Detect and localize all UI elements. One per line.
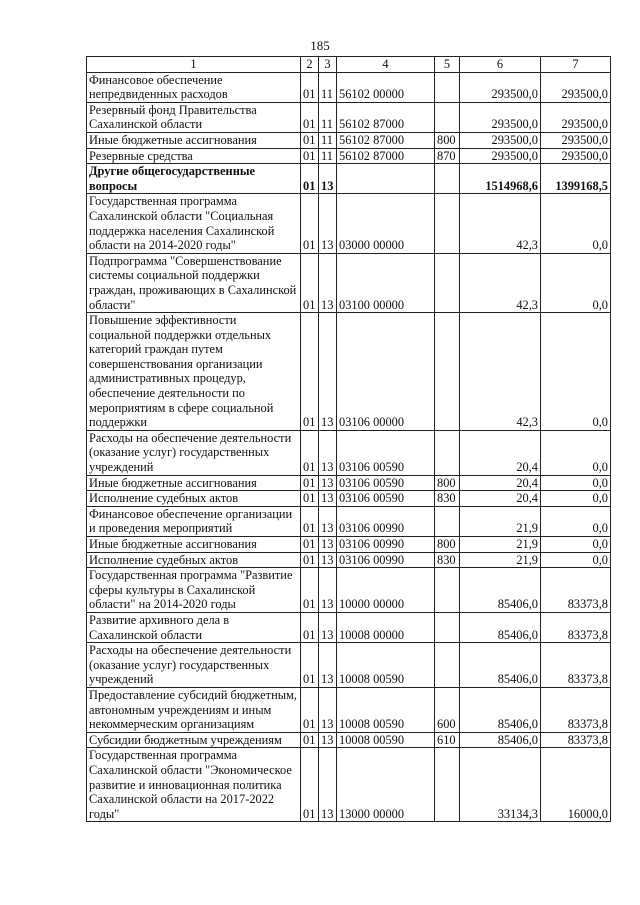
subsection-code-cell: 13: [319, 430, 337, 475]
amount-year-2-cell: 0,0: [541, 475, 611, 491]
section-code-cell: 01: [301, 148, 319, 164]
table-row: [87, 748, 611, 822]
amount-year-1-cell: 85406,0: [460, 732, 541, 748]
amount-year-2-cell: 83373,8: [541, 643, 611, 688]
row-name-cell: Государственная программа Сахалинской области "Экономическое развитие и инновационная политика Сахалинской области на 2017-2022 годы": [87, 748, 301, 822]
table-row: [87, 164, 611, 194]
row-name-cell: Повышение эффективности социальной поддержки отдельных категорий граждан путем совершенствования организации административных процедур, обеспечение деятельности по мероприятиям в сфере социальной поддержки: [87, 313, 301, 431]
amount-year-2-cell: 293500,0: [541, 72, 611, 102]
section-code-cell: 01: [301, 194, 319, 253]
table-row: [87, 72, 611, 102]
expense-type-cell: 830: [435, 491, 460, 507]
column-header: 3: [319, 57, 337, 73]
expense-type-cell: [435, 194, 460, 253]
amount-year-2-cell: 293500,0: [541, 132, 611, 148]
expense-type-cell: 830: [435, 552, 460, 568]
section-code-cell: 01: [301, 430, 319, 475]
table-row: [87, 194, 611, 253]
section-code-cell: 01: [301, 643, 319, 688]
target-article-cell: 56102 87000: [337, 148, 435, 164]
amount-year-1-cell: 85406,0: [460, 612, 541, 642]
target-article-cell: 10008 00590: [337, 732, 435, 748]
amount-year-2-cell: 0,0: [541, 313, 611, 431]
target-article-cell: 10008 00590: [337, 687, 435, 732]
subsection-code-cell: 13: [319, 552, 337, 568]
section-code-cell: 01: [301, 491, 319, 507]
row-name-cell: Другие общегосударственные вопросы: [87, 164, 301, 194]
section-code-cell: 01: [301, 568, 319, 613]
column-header: 6: [460, 57, 541, 73]
section-code-cell: 01: [301, 164, 319, 194]
table-row: [87, 506, 611, 536]
amount-year-1-cell: 1514968,6: [460, 164, 541, 194]
amount-year-2-cell: 16000,0: [541, 748, 611, 822]
subsection-code-cell: 13: [319, 194, 337, 253]
target-article-cell: 03000 00000: [337, 194, 435, 253]
expense-type-cell: [435, 253, 460, 312]
target-article-cell: 10008 00000: [337, 612, 435, 642]
expense-type-cell: [435, 164, 460, 194]
target-article-cell: 03106 00000: [337, 313, 435, 431]
section-code-cell: 01: [301, 748, 319, 822]
section-code-cell: 01: [301, 612, 319, 642]
table-row: [87, 568, 611, 613]
amount-year-2-cell: 83373,8: [541, 612, 611, 642]
subsection-code-cell: 13: [319, 568, 337, 613]
section-code-cell: 01: [301, 506, 319, 536]
amount-year-1-cell: 21,9: [460, 537, 541, 553]
table-row: [87, 102, 611, 132]
amount-year-2-cell: 0,0: [541, 253, 611, 312]
page-number: 185: [310, 38, 330, 53]
row-name-cell: Иные бюджетные ассигнования: [87, 132, 301, 148]
table-row: [87, 430, 611, 475]
target-article-cell: 03106 00590: [337, 491, 435, 507]
subsection-code-cell: 13: [319, 732, 337, 748]
expense-type-cell: [435, 430, 460, 475]
expense-type-cell: [435, 102, 460, 132]
amount-year-1-cell: 42,3: [460, 313, 541, 431]
target-article-cell: 10008 00590: [337, 643, 435, 688]
amount-year-2-cell: 0,0: [541, 537, 611, 553]
subsection-code-cell: 11: [319, 72, 337, 102]
expense-type-cell: 600: [435, 687, 460, 732]
row-name-cell: Резервные средства: [87, 148, 301, 164]
amount-year-1-cell: 293500,0: [460, 102, 541, 132]
amount-year-2-cell: 83373,8: [541, 732, 611, 748]
row-name-cell: Расходы на обеспечение деятельности (оказание услуг) государственных учреждений: [87, 643, 301, 688]
amount-year-1-cell: 42,3: [460, 194, 541, 253]
subsection-code-cell: 13: [319, 313, 337, 431]
amount-year-1-cell: 20,4: [460, 430, 541, 475]
row-name-cell: Предоставление субсидий бюджетным, автономным учреждениям и иным некоммерческим организациям: [87, 687, 301, 732]
amount-year-2-cell: 0,0: [541, 430, 611, 475]
expense-type-cell: 800: [435, 537, 460, 553]
table-row: [87, 132, 611, 148]
amount-year-2-cell: 293500,0: [541, 148, 611, 164]
section-code-cell: 01: [301, 72, 319, 102]
budget-table: [86, 56, 611, 822]
section-code-cell: 01: [301, 475, 319, 491]
subsection-code-cell: 11: [319, 132, 337, 148]
table-row: [87, 537, 611, 553]
subsection-code-cell: 13: [319, 687, 337, 732]
expense-type-cell: 800: [435, 475, 460, 491]
row-name-cell: Исполнение судебных актов: [87, 552, 301, 568]
column-header: 7: [541, 57, 611, 73]
subsection-code-cell: 13: [319, 491, 337, 507]
target-article-cell: 13000 00000: [337, 748, 435, 822]
row-name-cell: Финансовое обеспечение организации и проведения мероприятий: [87, 506, 301, 536]
row-name-cell: Иные бюджетные ассигнования: [87, 537, 301, 553]
target-article-cell: 56102 00000: [337, 72, 435, 102]
subsection-code-cell: 13: [319, 748, 337, 822]
amount-year-2-cell: 83373,8: [541, 687, 611, 732]
amount-year-2-cell: 0,0: [541, 194, 611, 253]
expense-type-cell: 610: [435, 732, 460, 748]
row-name-cell: Государственная программа "Развитие сферы культуры в Сахалинской области" на 2014-2020 годы: [87, 568, 301, 613]
section-code-cell: 01: [301, 732, 319, 748]
amount-year-1-cell: 85406,0: [460, 687, 541, 732]
amount-year-1-cell: 20,4: [460, 475, 541, 491]
column-header: 2: [301, 57, 319, 73]
section-code-cell: 01: [301, 253, 319, 312]
table-row: [87, 612, 611, 642]
expense-type-cell: [435, 72, 460, 102]
table-row: [87, 491, 611, 507]
subsection-code-cell: 11: [319, 102, 337, 132]
row-name-cell: Расходы на обеспечение деятельности (оказание услуг) государственных учреждений: [87, 430, 301, 475]
amount-year-1-cell: 21,9: [460, 552, 541, 568]
amount-year-2-cell: 1399168,5: [541, 164, 611, 194]
amount-year-2-cell: 83373,8: [541, 568, 611, 613]
section-code-cell: 01: [301, 552, 319, 568]
amount-year-1-cell: 293500,0: [460, 72, 541, 102]
target-article-cell: 03100 00000: [337, 253, 435, 312]
amount-year-1-cell: 21,9: [460, 506, 541, 536]
target-article-cell: 03106 00590: [337, 430, 435, 475]
table-row: [87, 313, 611, 431]
amount-year-2-cell: 0,0: [541, 491, 611, 507]
table-row: [87, 148, 611, 164]
row-name-cell: Резервный фонд Правительства Сахалинской области: [87, 102, 301, 132]
row-name-cell: Государственная программа Сахалинской области "Социальная поддержка населения Сахалинской области на 2014-2020 годы": [87, 194, 301, 253]
row-name-cell: Субсидии бюджетным учреждениям: [87, 732, 301, 748]
expense-type-cell: [435, 568, 460, 613]
target-article-cell: 03106 00990: [337, 506, 435, 536]
expense-type-cell: 800: [435, 132, 460, 148]
amount-year-1-cell: 85406,0: [460, 643, 541, 688]
subsection-code-cell: 13: [319, 253, 337, 312]
amount-year-2-cell: 293500,0: [541, 102, 611, 132]
table-row: [87, 732, 611, 748]
target-article-cell: 03106 00990: [337, 537, 435, 553]
section-code-cell: 01: [301, 687, 319, 732]
amount-year-1-cell: 293500,0: [460, 148, 541, 164]
row-name-cell: Исполнение судебных актов: [87, 491, 301, 507]
target-article-cell: 10000 00000: [337, 568, 435, 613]
row-name-cell: Подпрограмма "Совершенствование системы социальной поддержки граждан, проживающих в Сахалинской области": [87, 253, 301, 312]
amount-year-1-cell: 293500,0: [460, 132, 541, 148]
table-row: [87, 475, 611, 491]
amount-year-1-cell: 42,3: [460, 253, 541, 312]
subsection-code-cell: 13: [319, 537, 337, 553]
table-row: [87, 687, 611, 732]
target-article-cell: 03106 00590: [337, 475, 435, 491]
table-header-row: [87, 57, 611, 73]
expense-type-cell: 870: [435, 148, 460, 164]
target-article-cell: [337, 164, 435, 194]
expense-type-cell: [435, 313, 460, 431]
subsection-code-cell: 13: [319, 506, 337, 536]
amount-year-2-cell: 0,0: [541, 506, 611, 536]
amount-year-1-cell: 85406,0: [460, 568, 541, 613]
amount-year-1-cell: 33134,3: [460, 748, 541, 822]
target-article-cell: 56102 87000: [337, 132, 435, 148]
row-name-cell: Иные бюджетные ассигнования: [87, 475, 301, 491]
row-name-cell: Финансовое обеспечение непредвиденных расходов: [87, 72, 301, 102]
expense-type-cell: [435, 643, 460, 688]
section-code-cell: 01: [301, 102, 319, 132]
expense-type-cell: [435, 748, 460, 822]
subsection-code-cell: 13: [319, 643, 337, 688]
subsection-code-cell: 13: [319, 475, 337, 491]
subsection-code-cell: 13: [319, 612, 337, 642]
section-code-cell: 01: [301, 132, 319, 148]
table-row: [87, 253, 611, 312]
subsection-code-cell: 13: [319, 164, 337, 194]
target-article-cell: 56102 87000: [337, 102, 435, 132]
section-code-cell: 01: [301, 313, 319, 431]
table-row: [87, 552, 611, 568]
amount-year-2-cell: 0,0: [541, 552, 611, 568]
expense-type-cell: [435, 612, 460, 642]
target-article-cell: 03106 00990: [337, 552, 435, 568]
section-code-cell: 01: [301, 537, 319, 553]
subsection-code-cell: 11: [319, 148, 337, 164]
expense-type-cell: [435, 506, 460, 536]
table-row: [87, 643, 611, 688]
column-header: 1: [87, 57, 301, 73]
column-header: 4: [337, 57, 435, 73]
amount-year-1-cell: 20,4: [460, 491, 541, 507]
row-name-cell: Развитие архивного дела в Сахалинской области: [87, 612, 301, 642]
column-header: 5: [435, 57, 460, 73]
